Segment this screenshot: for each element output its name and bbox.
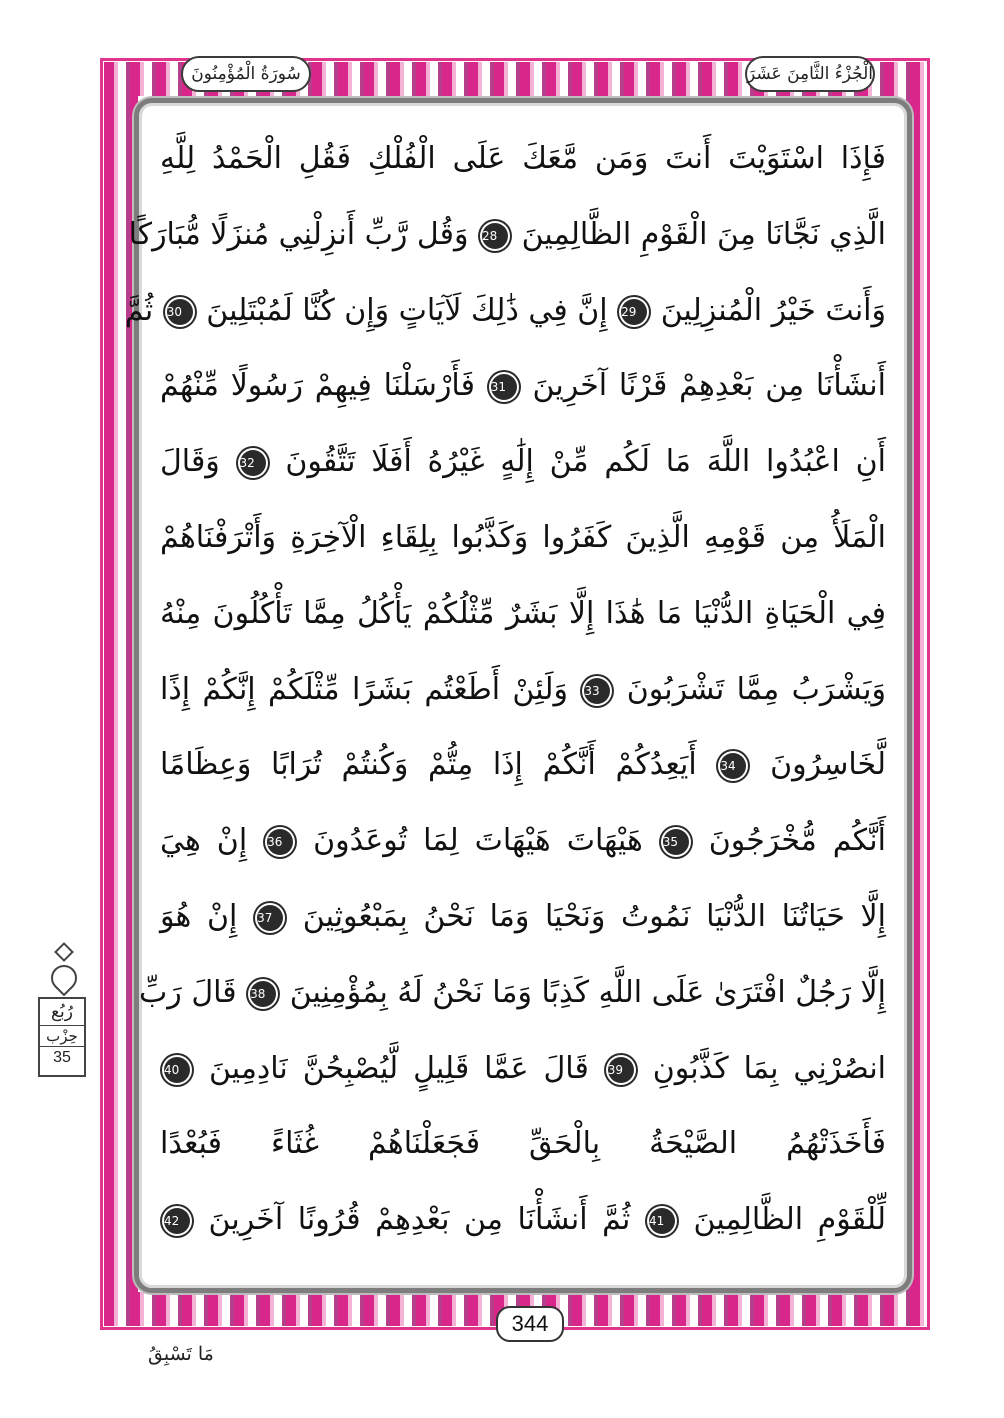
ayah-number-marker: 37 bbox=[257, 905, 283, 931]
verse-text: فِي الْحَيَاةِ الدُّنْيَا مَا هَٰذَا إِلَّا بَشَرٌ مِّثْلُكُمْ يَأْكُلُ مِمَّا تَأْكُلُونَ مِنْهُ bbox=[160, 596, 886, 631]
text-line bbox=[160, 810, 886, 872]
verse-text: فَأَخَذَتْهُمُ الصَّيْحَةُ بِالْحَقِّ فَجَعَلْنَاهُمْ غُثَاءً فَبُعْدًا bbox=[160, 1126, 886, 1161]
verse-text: فَأَرْسَلْنَا فِيهِمْ رَسُولًا مِّنْهُمْ bbox=[160, 368, 475, 403]
verse-text: هَيْهَاتَ هَيْهَاتَ لِمَا تُوعَدُونَ bbox=[313, 823, 643, 858]
ayah-number-marker: 40 bbox=[164, 1057, 190, 1083]
hizb-marker-box bbox=[38, 997, 86, 1077]
text-line bbox=[160, 583, 886, 645]
text-line bbox=[160, 128, 886, 190]
verse-text: لِّلْقَوْمِ الظَّالِمِينَ bbox=[693, 1202, 886, 1237]
ayah-number-marker: 31 bbox=[491, 374, 517, 400]
verse-text: قَالَ عَمَّا قَلِيلٍ لَّيُصْبِحُنَّ نَادِمِينَ bbox=[208, 1051, 589, 1086]
ayah-number-marker: 35 bbox=[663, 829, 689, 855]
ayah-number-marker: 32 bbox=[240, 450, 266, 476]
drop-ornament-icon bbox=[46, 960, 83, 997]
verse-text: ثُمَّ أَنشَأْنَا مِن بَعْدِهِمْ قُرُونًا آخَرِينَ bbox=[208, 1202, 631, 1237]
ayah-number-marker: 41 bbox=[649, 1208, 675, 1234]
surah-name-cartouche: سُورَةُ الْمُؤْمِنُونَ bbox=[181, 56, 311, 92]
page-number: 344 bbox=[496, 1306, 564, 1342]
juz-name-cartouche: الْجُزْءُ الثَّامِنَ عَشَرَ bbox=[745, 56, 875, 92]
text-line bbox=[160, 659, 886, 721]
verse-text: إِنْ هُوَ bbox=[160, 899, 238, 934]
verse-text: إِلَّا رَجُلٌ افْتَرَىٰ عَلَى اللَّهِ كَذِبًا وَمَا نَحْنُ لَهُ بِمُؤْمِنِينَ bbox=[289, 975, 886, 1010]
verse-text: قَالَ رَبِّ bbox=[139, 975, 237, 1010]
text-line bbox=[139, 962, 886, 1024]
ayah-number-marker: 28 bbox=[482, 223, 508, 249]
verse-text: وَقُل رَّبِّ أَنزِلْنِي مُنزَلًا مُّبَارَكًا bbox=[128, 217, 469, 252]
verse-text: لَّخَاسِرُونَ bbox=[770, 747, 886, 782]
diamond-ornament-icon bbox=[54, 942, 74, 962]
ayah-number-marker: 38 bbox=[250, 981, 276, 1007]
ayah-number-marker: 39 bbox=[608, 1057, 634, 1083]
ayah-number-marker: 34 bbox=[720, 753, 746, 779]
text-line bbox=[160, 886, 886, 948]
text-line bbox=[160, 1038, 886, 1100]
hizb-label: حِزْب bbox=[40, 1025, 84, 1046]
verse-text: أَنشَأْنَا مِن بَعْدِهِمْ قَرْنًا آخَرِينَ bbox=[532, 368, 886, 403]
verse-text: أَنِ اعْبُدُوا اللَّهَ مَا لَكُم مِّنْ إِلَٰهٍ غَيْرُهُ أَفَلَا تَتَّقُونَ bbox=[285, 444, 886, 479]
ayah-number-marker: 30 bbox=[167, 299, 193, 325]
ayah-number-marker: 36 bbox=[267, 829, 293, 855]
text-line bbox=[160, 431, 886, 493]
hizb-number: 35 bbox=[40, 1046, 84, 1069]
verse-text: وَأَنتَ خَيْرُ الْمُنزِلِينَ bbox=[660, 293, 886, 328]
text-line bbox=[160, 355, 886, 417]
verse-text: أَنَّكُم مُّخْرَجُونَ bbox=[708, 823, 886, 858]
text-line bbox=[160, 734, 886, 796]
text-line bbox=[160, 1189, 886, 1251]
catchword: مَا تَسْبِقُ bbox=[148, 1343, 214, 1365]
verse-text: أَيَعِدُكُمْ أَنَّكُمْ إِذَا مِتُّمْ وَكُنتُمْ تُرَابًا وَعِظَامًا bbox=[160, 747, 697, 782]
verse-text: إِنْ هِيَ bbox=[160, 823, 248, 858]
verse-text: إِنَّ فِي ذَٰلِكَ لَآيَاتٍ وَإِن كُنَّا لَمُبْتَلِينَ bbox=[206, 293, 608, 328]
verse-text: الَّذِي نَجَّانَا مِنَ الْقَوْمِ الظَّالِمِينَ bbox=[521, 217, 886, 252]
verse-text: وَيَشْرَبُ مِمَّا تَشْرَبُونَ bbox=[626, 672, 886, 707]
text-line bbox=[128, 204, 886, 266]
verse-text: إِلَّا حَيَاتُنَا الدُّنْيَا نَمُوتُ وَنَحْيَا وَمَا نَحْنُ بِمَبْعُوثِينَ bbox=[302, 899, 887, 934]
hizb-marker bbox=[36, 945, 88, 1077]
verse-text: الْمَلَأُ مِن قَوْمِهِ الَّذِينَ كَفَرُوا وَكَذَّبُوا بِلِقَاءِ الْآخِرَةِ وَأَتْرَفْنَاهُمْ bbox=[160, 520, 886, 555]
ayah-number-marker: 33 bbox=[584, 678, 610, 704]
ayah-number-marker: 29 bbox=[621, 299, 647, 325]
verse-text: وَلَئِنْ أَطَعْتُم بَشَرًا مِّثْلَكُمْ إِنَّكُمْ إِذًا bbox=[160, 672, 568, 707]
verse-text: انصُرْنِي بِمَا كَذَّبُونِ bbox=[652, 1051, 887, 1086]
text-line bbox=[160, 507, 886, 569]
verse-text: وَقَالَ bbox=[160, 444, 220, 479]
verse-text: فَإِذَا اسْتَوَيْتَ أَنتَ وَمَن مَّعَكَ عَلَى الْفُلْكِ فَقُلِ الْحَمْدُ لِلَّهِ bbox=[160, 141, 886, 176]
text-line bbox=[160, 1113, 886, 1175]
ayah-number-marker: 42 bbox=[164, 1208, 190, 1234]
quarter-label: رُبُع bbox=[51, 1002, 73, 1022]
text-line bbox=[124, 280, 886, 342]
verse-text: ثُمَّ bbox=[124, 293, 154, 328]
